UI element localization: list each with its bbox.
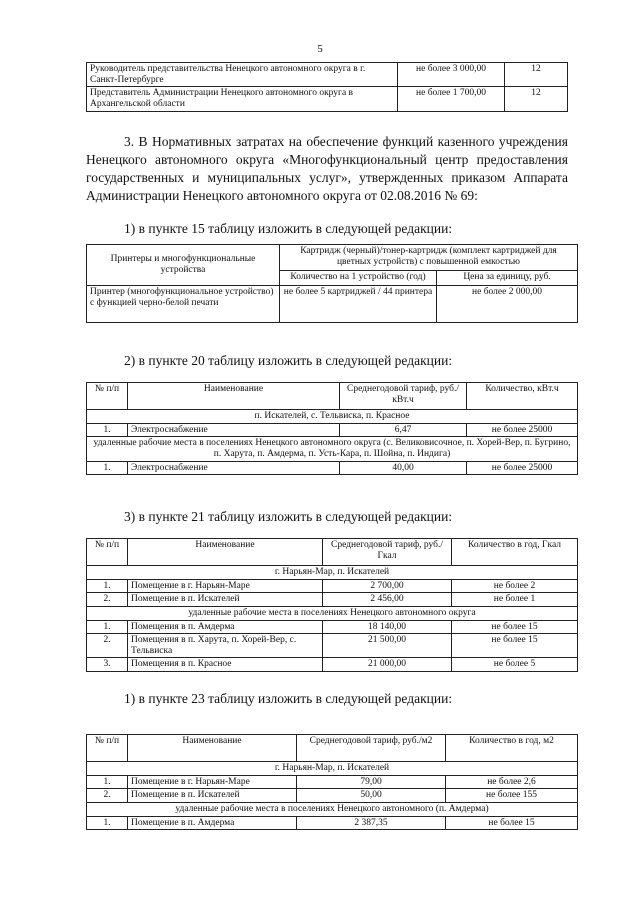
header-quantity: Количество в год, м2 xyxy=(446,735,578,762)
table-row xyxy=(87,816,578,830)
header-tariff: Среднегодовой тариф, руб./кВт.ч xyxy=(340,383,467,410)
cell-number: 1. xyxy=(87,620,128,634)
group-row: удаленные рабочие места в поселениях Ненецкого автономного (п. Амдерма) xyxy=(87,802,578,816)
header-quantity: Количество, кВт.ч xyxy=(467,383,578,410)
cell-tariff: 40,00 xyxy=(340,461,467,475)
table-row xyxy=(87,735,578,762)
cell-number: 1. xyxy=(87,423,128,437)
group-row: удаленные рабочие места в поселениях Ненецкого автономного округа xyxy=(87,606,578,620)
table-row xyxy=(87,566,578,580)
cell-quantity: не более 25000 xyxy=(467,461,578,475)
cell-tariff: 2 456,00 xyxy=(323,593,452,607)
cell-tariff: 21 000,00 xyxy=(323,658,452,672)
cell-quantity: не более 5 xyxy=(452,658,578,672)
group-row: п. Искателей, с. Тельвиска, п. Красное xyxy=(87,410,578,424)
cell-number: 1. xyxy=(87,816,128,830)
table-item23 xyxy=(86,734,578,830)
header-name: Наименование xyxy=(128,735,297,762)
table-row xyxy=(87,286,578,323)
table-item15 xyxy=(86,244,578,323)
cell-name: Помещение в г. Нарьян-Маре xyxy=(128,775,297,789)
table-row xyxy=(87,539,578,566)
table-row xyxy=(87,437,578,461)
table-row xyxy=(87,579,578,593)
cell-quantity: не более 2 xyxy=(452,579,578,593)
cell-quantity: не более 25000 xyxy=(467,423,578,437)
table-row xyxy=(87,775,578,789)
table-row xyxy=(87,87,568,111)
table-row xyxy=(87,634,578,658)
cell-quantity: не более 15 xyxy=(446,816,578,830)
header-unit-price: Цена за единицу, руб. xyxy=(437,271,578,286)
cell-tariff: 21 500,00 xyxy=(323,634,452,658)
cell-qty: не более 5 картриджей / 44 принтера xyxy=(280,286,437,323)
cell-amount: не более 3 000,00 xyxy=(398,63,505,87)
cell-quantity: не более 15 xyxy=(452,634,578,658)
section3-line2: Ненецкого автономного округа «Многофункциональный центр предоставления xyxy=(86,152,568,167)
cell-quantity: не более 155 xyxy=(446,789,578,803)
item23-heading: 1) в пункте 23 таблицу изложить в следующей редакции: xyxy=(124,691,453,706)
section3-line1: 3. В Нормативных затратах на обеспечение функций казенного учреждения xyxy=(124,134,568,149)
cell-position: Руководитель представительства Ненецкого автономного округа в г. Санкт-Петербурге xyxy=(87,63,398,87)
cell-number: 1. xyxy=(87,775,128,789)
cell-amount: не более 1 700,00 xyxy=(398,87,505,111)
cell-tariff: 2 700,00 xyxy=(323,579,452,593)
table-row xyxy=(87,620,578,634)
header-printers: Принтеры и многофункциональные устройства xyxy=(87,245,280,286)
table-row xyxy=(87,658,578,672)
header-cartridge: Картридж (черный)/тонер-картридж (комплект картриджей для цветных устройств) с повышенной емкостью xyxy=(280,245,578,271)
item21-heading: 3) в пункте 21 таблицу изложить в следующей редакции: xyxy=(124,509,453,524)
cell-name: Помещение в г. Нарьян-Маре xyxy=(128,579,323,593)
header-number: № п/п xyxy=(87,383,128,410)
cell-tariff: 2 387,35 xyxy=(297,816,446,830)
section3-line4: Администрации Ненецкого автономного округа от 02.08.2016 № 69: xyxy=(86,188,478,203)
cell-name: Помещение в п. Искателей xyxy=(128,593,323,607)
cell-name: Электроснабжение xyxy=(128,423,340,437)
table-row xyxy=(87,789,578,803)
table-row xyxy=(87,593,578,607)
cell-position: Представитель Администрации Ненецкого автономного округа в Архангельской области xyxy=(87,87,398,111)
cell-number: 1. xyxy=(87,461,128,475)
header-number: № п/п xyxy=(87,539,128,566)
cell-name: Помещения в п. Харута, п. Хорей-Вер, с. Тельвиска xyxy=(128,634,323,658)
table-item21 xyxy=(86,538,578,672)
cell-name: Помещение в п. Искателей xyxy=(128,789,297,803)
cell-name: Помещение в п. Амдерма xyxy=(128,816,297,830)
cell-name: Помещения в п. Красное xyxy=(128,658,323,672)
group-row: г. Нарьян-Мар, п. Искателей xyxy=(87,762,578,776)
header-tariff: Среднегодовой тариф, руб./Гкал xyxy=(323,539,452,566)
cell-device-name: Принтер (многофункциональное устройство) с функцией черно-белой печати xyxy=(87,286,280,323)
table-row xyxy=(87,245,578,271)
header-name: Наименование xyxy=(128,539,323,566)
cell-count: 12 xyxy=(505,87,568,111)
cell-number: 2. xyxy=(87,593,128,607)
table-row xyxy=(87,383,578,410)
group-row: удаленные рабочие места в поселениях Ненецкого автономного округа (с. Великовисочное, п. Хорей-Вер, п. Бугрино, п. Харута, п. Амдерма, п. Усть-Кара, п. Шойна, п. Индига) xyxy=(87,437,578,461)
group-row: г. Нарьян-Мар, п. Искателей xyxy=(87,566,578,580)
cell-number: 1. xyxy=(87,579,128,593)
table-row xyxy=(87,63,568,87)
cell-quantity: не более 15 xyxy=(452,620,578,634)
cell-name: Помещения в п. Амдерма xyxy=(128,620,323,634)
cell-tariff: 50,00 xyxy=(297,789,446,803)
section3-line3: государственных и муниципальных услуг», утвержденных приказом Аппарата xyxy=(86,170,568,185)
table-row xyxy=(87,762,578,776)
cell-quantity: не более 1 xyxy=(452,593,578,607)
header-quantity: Количество в год, Гкал xyxy=(452,539,578,566)
table-representatives xyxy=(86,62,568,112)
cell-name: Электроснабжение xyxy=(128,461,340,475)
table-row xyxy=(87,410,578,424)
cell-tariff: 6,47 xyxy=(340,423,467,437)
table-item20 xyxy=(86,382,578,475)
item20-heading: 2) в пункте 20 таблицу изложить в следующей редакции: xyxy=(124,353,453,368)
header-tariff: Среднегодовой тариф, руб./м2 xyxy=(297,735,446,762)
cell-number: 3. xyxy=(87,658,128,672)
table-row xyxy=(87,606,578,620)
cell-tariff: 18 140,00 xyxy=(323,620,452,634)
header-number: № п/п xyxy=(87,735,128,762)
table-row xyxy=(87,461,578,475)
cell-tariff: 79,00 xyxy=(297,775,446,789)
item15-heading: 1) в пункте 15 таблицу изложить в следующей редакции: xyxy=(124,221,453,236)
table-row xyxy=(87,802,578,816)
cell-count: 12 xyxy=(505,63,568,87)
page-number: 5 xyxy=(317,43,323,55)
cell-quantity: не более 2,6 xyxy=(446,775,578,789)
header-name: Наименование xyxy=(128,383,340,410)
table-row xyxy=(87,423,578,437)
cell-number: 2. xyxy=(87,634,128,658)
header-qty-per-device: Количество на 1 устройство (год) xyxy=(280,271,437,286)
cell-number: 2. xyxy=(87,789,128,803)
cell-price: не более 2 000,00 xyxy=(437,286,578,323)
